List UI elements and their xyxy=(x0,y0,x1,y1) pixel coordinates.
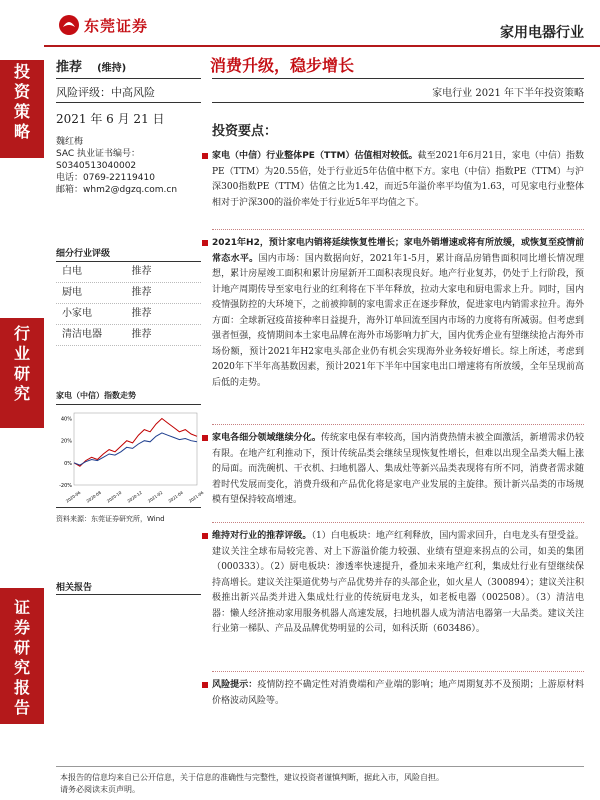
table-row xyxy=(56,262,201,283)
rating-divider xyxy=(56,78,201,79)
key-point-3 xyxy=(212,431,584,509)
key-point-head: 2021年H2，预计家电内销将延续恢复性增长；家电外销增速或将有所放缓，或恢复至疫情前常态水平。 xyxy=(212,238,584,264)
analyst-info xyxy=(56,136,201,196)
logo-text: 东莞证券 xyxy=(84,16,149,35)
sidebar xyxy=(0,0,44,800)
table-cell: 推荐 xyxy=(131,329,152,340)
sidebar-char: 究 xyxy=(13,384,30,403)
bullet-marker xyxy=(202,240,208,246)
x-tick-label: 2021-04 xyxy=(167,489,184,504)
chart-title: 家电（中信）指数走势 xyxy=(56,391,136,400)
rating-status: (维持) xyxy=(97,63,127,74)
table-cell: 推荐 xyxy=(131,308,152,319)
report-title: 消费升级，稳步增长 xyxy=(210,56,355,75)
rating-box xyxy=(56,56,201,75)
table-cell: 白电 xyxy=(62,266,82,277)
chart-title-divider xyxy=(56,404,201,405)
logo xyxy=(58,14,148,36)
analyst-email: 邮箱：whm2@dgzq.com.cn xyxy=(56,185,178,195)
analyst-phone: 电话：0769-22119410 xyxy=(56,173,155,183)
title-divider xyxy=(212,78,584,79)
sidebar-char: 研 xyxy=(13,364,30,383)
related-reports-title: 相关报告 xyxy=(56,583,93,593)
analyst-cert-no: S0340513040002 xyxy=(56,161,137,171)
sidebar-char: 投 xyxy=(13,62,30,81)
key-point-head: 维持对行业的推荐评级。 xyxy=(212,531,312,541)
bullet-marker xyxy=(202,153,208,159)
analyst-name: 魏红梅 xyxy=(56,137,84,147)
x-tick-label: 2020-10 xyxy=(105,489,123,504)
x-tick-label: 2021-06 xyxy=(187,489,205,504)
logo-icon xyxy=(58,14,80,36)
table-cell: 清洁电器 xyxy=(62,329,102,340)
subtitle-divider xyxy=(212,102,584,103)
sub-rating-table xyxy=(56,246,201,346)
chart-bottom-divider xyxy=(56,507,201,508)
key-point-body: 传统家电保有率较高，国内消费热情未被全面激活，新增需求仍较有限。在地产红利推动下，预计传统品类会继续呈现恢复性增长，但难以出现全品类大幅上涨的局面。而洗碗机、干衣机、扫地机器人、集成灶等新兴品类表现将有所不同，消费者需求随着时代发展而变化，消费升级和产品优化将是家电产业发展的主旋律。预计新兴品类的市场规模有望保持较高增速。 xyxy=(212,433,584,505)
sidebar-char: 行 xyxy=(13,324,30,343)
key-points-title: 投资要点： xyxy=(212,124,278,139)
x-tick-label: 2020-12 xyxy=(126,489,143,504)
key-point-2 xyxy=(212,236,584,391)
footer-notice: 请务必阅读末页声明。 xyxy=(60,785,140,794)
y-tick-label: 20% xyxy=(60,438,72,445)
x-tick-label: 2020-08 xyxy=(85,489,102,504)
series-line xyxy=(74,433,197,465)
footer-disclaimer: 本报告的信息均来自已公开信息，关于信息的准确性与完整性，建议投资者谨慎判断，据此入市，风险自担。 xyxy=(60,773,444,782)
bullet-marker xyxy=(202,435,208,441)
sidebar-block-strategy xyxy=(0,60,44,158)
sub-rating-title: 细分行业评级 xyxy=(56,246,201,262)
header-divider xyxy=(44,45,600,47)
index-chart-block xyxy=(56,390,205,524)
sidebar-char: 证 xyxy=(13,598,30,617)
key-point-head: 家电各细分领域继续分化。 xyxy=(212,433,321,443)
bullet-divider xyxy=(212,671,584,672)
bullet-divider xyxy=(212,522,584,523)
industry-label: 家用电器行业 xyxy=(500,25,584,41)
related-divider xyxy=(56,594,201,595)
sidebar-char: 研 xyxy=(13,638,30,657)
chart-frame xyxy=(74,413,197,485)
key-point-head: 家电（中信）行业整体PE（TTM）估值相对较低。 xyxy=(212,151,418,161)
table-row xyxy=(56,325,201,346)
table-cell: 推荐 xyxy=(131,266,152,277)
risk-rating: 风险评级：中高风险 xyxy=(56,86,155,99)
series-line xyxy=(74,419,197,467)
table-row xyxy=(56,283,201,304)
x-tick-label: 2020-06 xyxy=(64,489,82,504)
report-subtitle: 家电行业 2021 年下半年投资策略 xyxy=(432,88,584,99)
index-chart xyxy=(56,409,205,504)
sidebar-block-industry xyxy=(0,318,44,428)
sidebar-char: 究 xyxy=(13,658,30,677)
key-point-body: 国内市场：国内数据向好，2021年1-5月，累计商品房销售面积同比增长情况理想，累计房屋竣工面积和累计房屋新开工面积表现良好。地产行业复苏，仍处于上行阶段，预计地产周期传导至家电行业的红利将在下半年释放，拉动大家电和厨电需求上升。同时，国内疫情强防控的大环境下，之前被抑制的家电需求正在逐步释放，促进家电内销需求拉升。海外方面：全球新冠疫苗接种率日益提升，海外订单回流至国内市场的力度将有所减弱。但考虑到强者恒强，疫情期间本土家电品牌在海外市场影响力扩大，国内优秀企业有望继续抢占海外市场份额，预计2021年H2家电头部企业仍有机会实现海外业务较好增长。综上所述，考虑到2020年下半年高基数因素，预计2021年下半年中国家电出口增速将有所放缓，全年呈现前高后低的走势。 xyxy=(212,253,584,388)
risk-divider xyxy=(56,102,201,103)
sidebar-char: 券 xyxy=(13,618,30,637)
sidebar-char: 资 xyxy=(13,82,30,101)
bullet-marker xyxy=(202,533,208,539)
rating-label: 推荐 xyxy=(56,60,83,75)
bullet-marker xyxy=(202,682,208,688)
key-point-5 xyxy=(212,678,584,709)
sidebar-char: 略 xyxy=(13,122,30,141)
y-tick-label: -20% xyxy=(59,483,72,489)
bullet-divider xyxy=(212,424,584,425)
key-point-body: 疫情防控不确定性对消费端和产业端的影响；地产周期复苏不及预期；上游原材料价格波动风险等。 xyxy=(212,680,584,706)
sidebar-block-report xyxy=(0,588,44,724)
report-date: 2021 年 6 月 21 日 xyxy=(56,112,165,126)
sidebar-char: 策 xyxy=(13,102,30,121)
key-point-4 xyxy=(212,529,584,638)
key-point-head: 风险提示： xyxy=(212,680,258,690)
y-tick-label: 0% xyxy=(64,460,72,467)
key-point-1 xyxy=(212,149,584,211)
table-row xyxy=(56,304,201,325)
x-tick-label: 2021-02 xyxy=(146,489,164,504)
analyst-cert-label: SAC 执业证书编号： xyxy=(56,149,141,159)
sidebar-char: 告 xyxy=(13,698,30,717)
key-point-body: 截至2021年6月21日，家电（中信）指数PE（TTM）为20.55倍，处于行业近5年估值中枢下方。家电（中信）指数PE（TTM）与沪深300指数PE（TTM）估值之比为1.42，而近5年溢价率平均值为1.63，可见家电行业整体相对于沪深300的溢价率处于行业近5年平均值之下。 xyxy=(212,151,585,208)
key-point-body: （1）白电板块：地产红利释放，国内需求回升，白电龙头有望受益。建议关注全球布局较完善、对上下游溢价能力较强、业绩有望迎来拐点的公司，如美的集团（000333）。（2）厨电板块：渗透率快速提升，叠加未来地产红利，集成灶行业有望继续保持高增长。建议关注渠道优势与产品优势并存的头部企业，如火星人（300894）；建议关注积极推出新兴品类并进入集成灶行业的传统厨电龙头，如老板电器（002508）。（3）清洁电器：懒人经济推动家用服务机器人高速发展，扫地机器人成为清洁电器第一大品类。建议关注行业第一梯队、产品及品牌优势明显的公司，如科沃斯（603486）。 xyxy=(212,531,584,634)
y-tick-label: 40% xyxy=(60,416,72,423)
chart-source: 资料来源：东莞证券研究所，Wind xyxy=(56,515,165,523)
footer-divider xyxy=(56,766,584,767)
bullet-divider xyxy=(212,229,584,230)
table-cell: 厨电 xyxy=(62,287,82,298)
table-cell: 小家电 xyxy=(62,308,92,319)
table-cell: 推荐 xyxy=(131,287,152,298)
sidebar-char: 业 xyxy=(13,344,30,363)
sidebar-char: 报 xyxy=(13,678,30,697)
footer xyxy=(60,772,580,796)
